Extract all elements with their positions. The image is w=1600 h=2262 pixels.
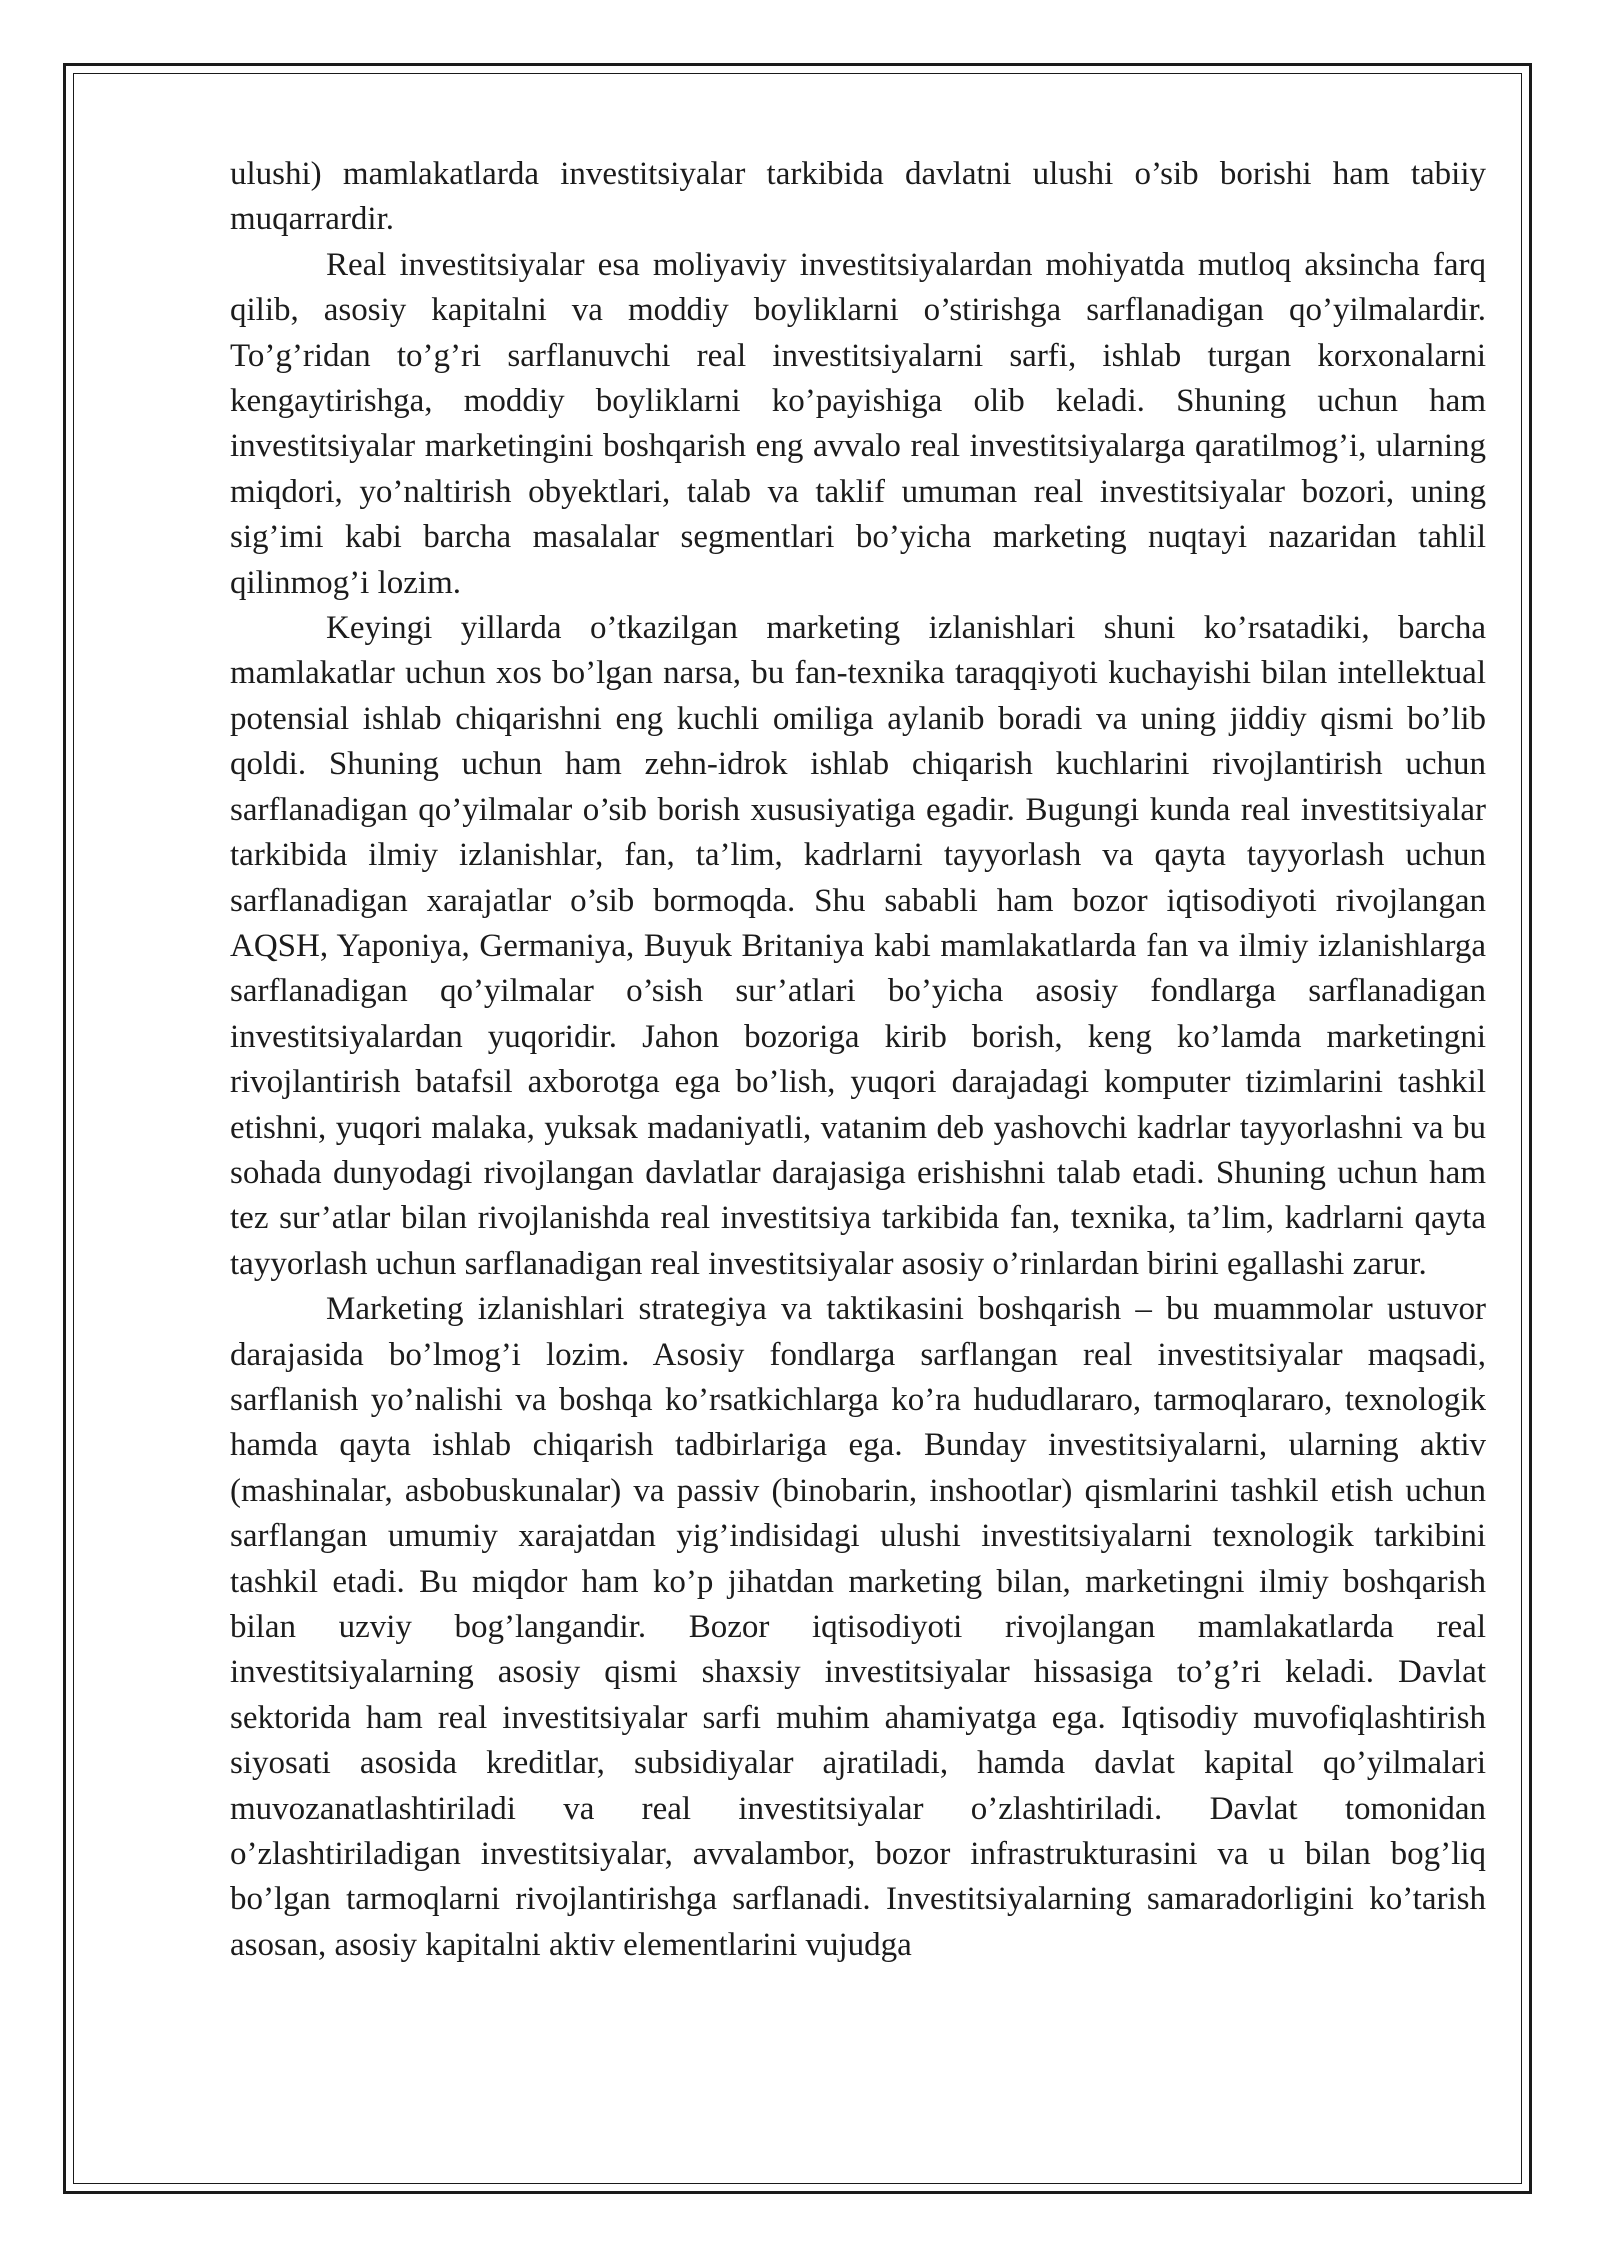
paragraph-real-investments: Real investitsiyalar esa moliyaviy investitsiyalardan mohiyatda mutloq aksincha farq qilib, asosiy kapitalni va moddiy boyliklarni o’stirishga sarflanadigan qo’yilmalardir. To’g’ridan to’g’ri sarflanuvchi real investitsiyalarni sarfi, ishlab turgan korxonalarni kengaytirishga, moddiy boyliklarni ko’payishiga olib keladi. Shuning uchun ham investitsiyalar marketingini boshqarish eng avvalo real investitsiyalarga qaratilmog’i, ularning miqdori, yo’naltirish obyektlari, talab va taklif umuman real investitsiyalar bozori, uning sig’imi kabi barcha masalalar segmentlari bo’yicha marketing nuqtayi nazaridan tahlil qilinmog’i lozim.	[230, 246, 1486, 601]
document-body	[230, 152, 1486, 1968]
paragraph-strategy-management: Marketing izlanishlari strategiya va taktikasini boshqarish – bu muammolar ustuvor darajasida bo’lmog’i lozim. Asosiy fondlarga sarflangan real investitsiyalar maqsadi, sarflanish yo’nalishi va boshqa ko’rsatkichlarga ko’ra hududlararo, tarmoqlararo, texnologik hamda qayta ishlab chiqarish tadbirlariga ega. Bunday investitsiyalarni, ularning aktiv (mashinalar, asbobuskunalar) va passiv (binobarin, inshootlar) qismlarini tashkil etish uchun sarflangan umumiy xarajatdan yig’indisidagi ulushi investitsiyalarni texnologik tarkibini tashkil etadi. Bu miqdor ham ko’p jihatdan marketing bilan, marketingni ilmiy boshqarish bilan uzviy bog’langandir. Bozor iqtisodiyoti rivojlangan mamlakatlarda real investitsiyalarning asosiy qismi shaxsiy investitsiyalar hissasiga to’g’ri keladi. Davlat sektorida ham real investitsiyalar sarfi muhim ahamiyatga ega. Iqtisodiy muvofiqlashtirish siyosati asosida kreditlar, subsidiyalar ajratiladi, hamda davlat kapital qo’yilmalari muvozanatlashtiriladi va real investitsiyalar o’zlashtiriladi. Davlat tomonidan o’zlashtiriladigan investitsiyalar, avvalambor, bozor infrastrukturasini va u bilan bog’liq bo’lgan tarmoqlarni rivojlantirishga sarflanadi. Investitsiyalarning samaradorligini ko’tarish asosan, asosiy kapitalni aktiv elementlarini vujudga	[230, 1291, 1486, 1963]
paragraph-continuation: ulushi) mamlakatlarda investitsiyalar tarkibida davlatni ulushi o’sib borishi ham tabiiy muqarrardir.	[230, 156, 1486, 238]
paragraph-marketing-research: Keyingi yillarda o’tkazilgan marketing izlanishlari shuni ko’rsatadiki, barcha mamlakatlar uchun xos bo’lgan narsa, bu fan-texnika taraqqiyoti kuchayishi bilan intellektual potensial ishlab chiqarishni eng kuchli omiliga aylanib boradi va uning jiddiy qismi bo’lib qoldi. Shuning uchun ham zehn-idrok ishlab chiqarish kuchlarini rivojlantirish uchun sarflanadigan qo’yilmalar o’sib borish xususiyatiga egadir. Bugungi kunda real investitsiyalar tarkibida ilmiy izlanishlar, fan, ta’lim, kadrlarni tayyorlash va qayta tayyorlash uchun sarflanadigan xarajatlar o’sib bormoqda. Shu sababli ham bozor iqtisodiyoti rivojlangan AQSH, Yaponiya, Germaniya, Buyuk Britaniya kabi mamlakatlarda fan va ilmiy izlanishlarga sarflanadigan qo’yilmalar o’sish sur’atlari bo’yicha asosiy fondlarga sarflanadigan investitsiyalardan yuqoridir. Jahon bozoriga kirib borish, keng ko’lamda marketingni rivojlantirish batafsil axborotga ega bo’lish, yuqori darajadagi komputer tizimlarini tashkil etishni, yuqori malaka, yuksak madaniyatli, vatanim deb yashovchi kadrlar tayyorlashni va bu sohada dunyodagi rivojlangan davlatlar darajasiga erishishni talab etadi. Shuning uchun ham tez sur’atlar bilan rivojlanishda real investitsiya tarkibida fan, texnika, ta’lim, kadrlarni qayta tayyorlash uchun sarflanadigan real investitsiyalar asosiy o’rinlardan birini egallashi zarur.	[230, 610, 1486, 1282]
